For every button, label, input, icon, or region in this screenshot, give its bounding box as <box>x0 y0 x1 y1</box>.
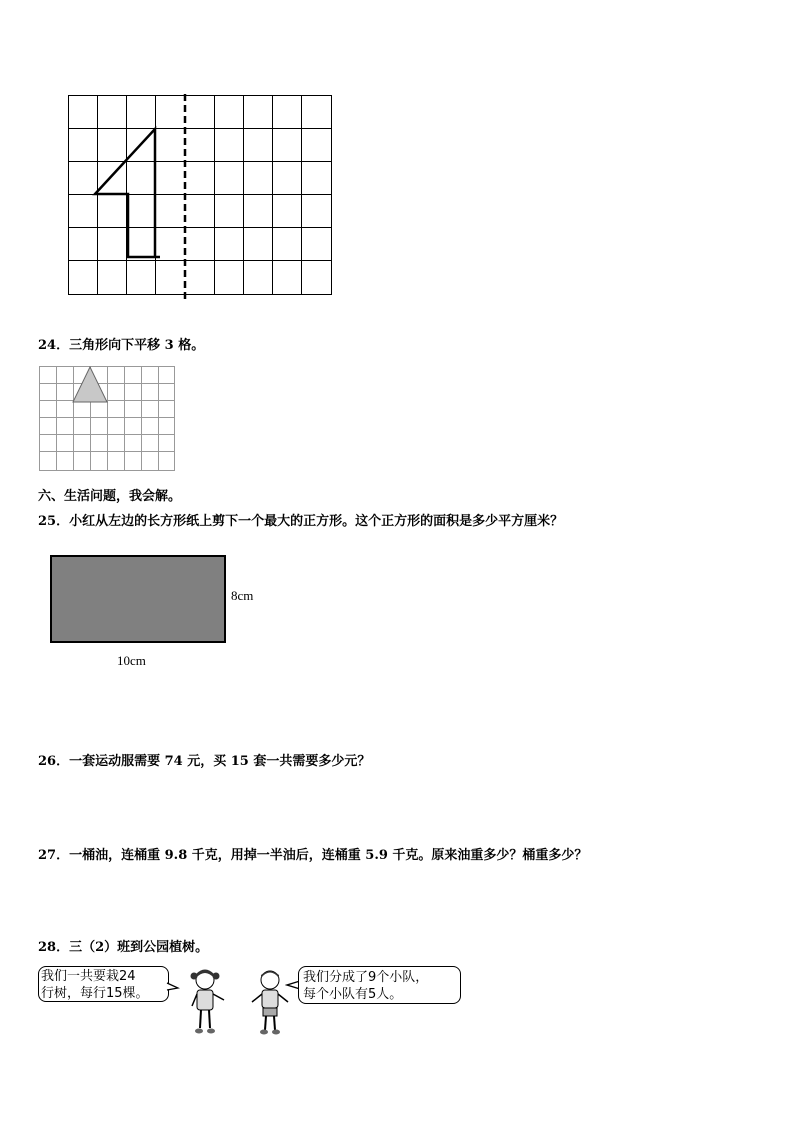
half-figure <box>95 129 160 257</box>
boy-illustration <box>248 966 292 1038</box>
translation-grid-figure <box>38 365 178 473</box>
question-24: 24．三角形向下平移 3 格。 <box>38 338 205 353</box>
girl-bubble-tail <box>166 980 180 994</box>
girl-speech-bubble <box>38 966 169 1002</box>
girl-illustration <box>188 966 234 1038</box>
question-26: 26．一套运动服需要 74 元，买 15 套一共需要多少元？ <box>38 754 371 769</box>
section-six-heading: 六、生活问题，我会解。 <box>38 489 182 504</box>
girl-bubble-line-2: 行树，每行15棵。 <box>41 986 149 1001</box>
triangle-shape <box>73 367 107 402</box>
rectangle-paper <box>50 555 226 643</box>
height-label: 8cm <box>231 588 254 603</box>
boy-bubble-line-1: 我们分成了9个小队， <box>303 970 429 985</box>
question-25: 25．小红从左边的长方形纸上剪下一个最大的正方形。这个正方形的面积是多少平方厘米？ <box>38 514 564 529</box>
question-27: 27．一桶油，连桶重 9.8 千克，用掉一半油后，连桶重 5.9 千克。原来油重多少？桶重多少？ <box>38 848 588 863</box>
width-label: 10cm <box>117 653 146 668</box>
symmetry-grid-figure <box>0 0 794 310</box>
girl-bubble-line-1: 我们一共要栽24 <box>41 969 136 984</box>
boy-bubble-line-2: 每个小队有5人。 <box>303 987 403 1002</box>
boy-speech-bubble <box>298 966 461 1004</box>
question-28: 28．三（2）班到公园植树。 <box>38 940 209 955</box>
